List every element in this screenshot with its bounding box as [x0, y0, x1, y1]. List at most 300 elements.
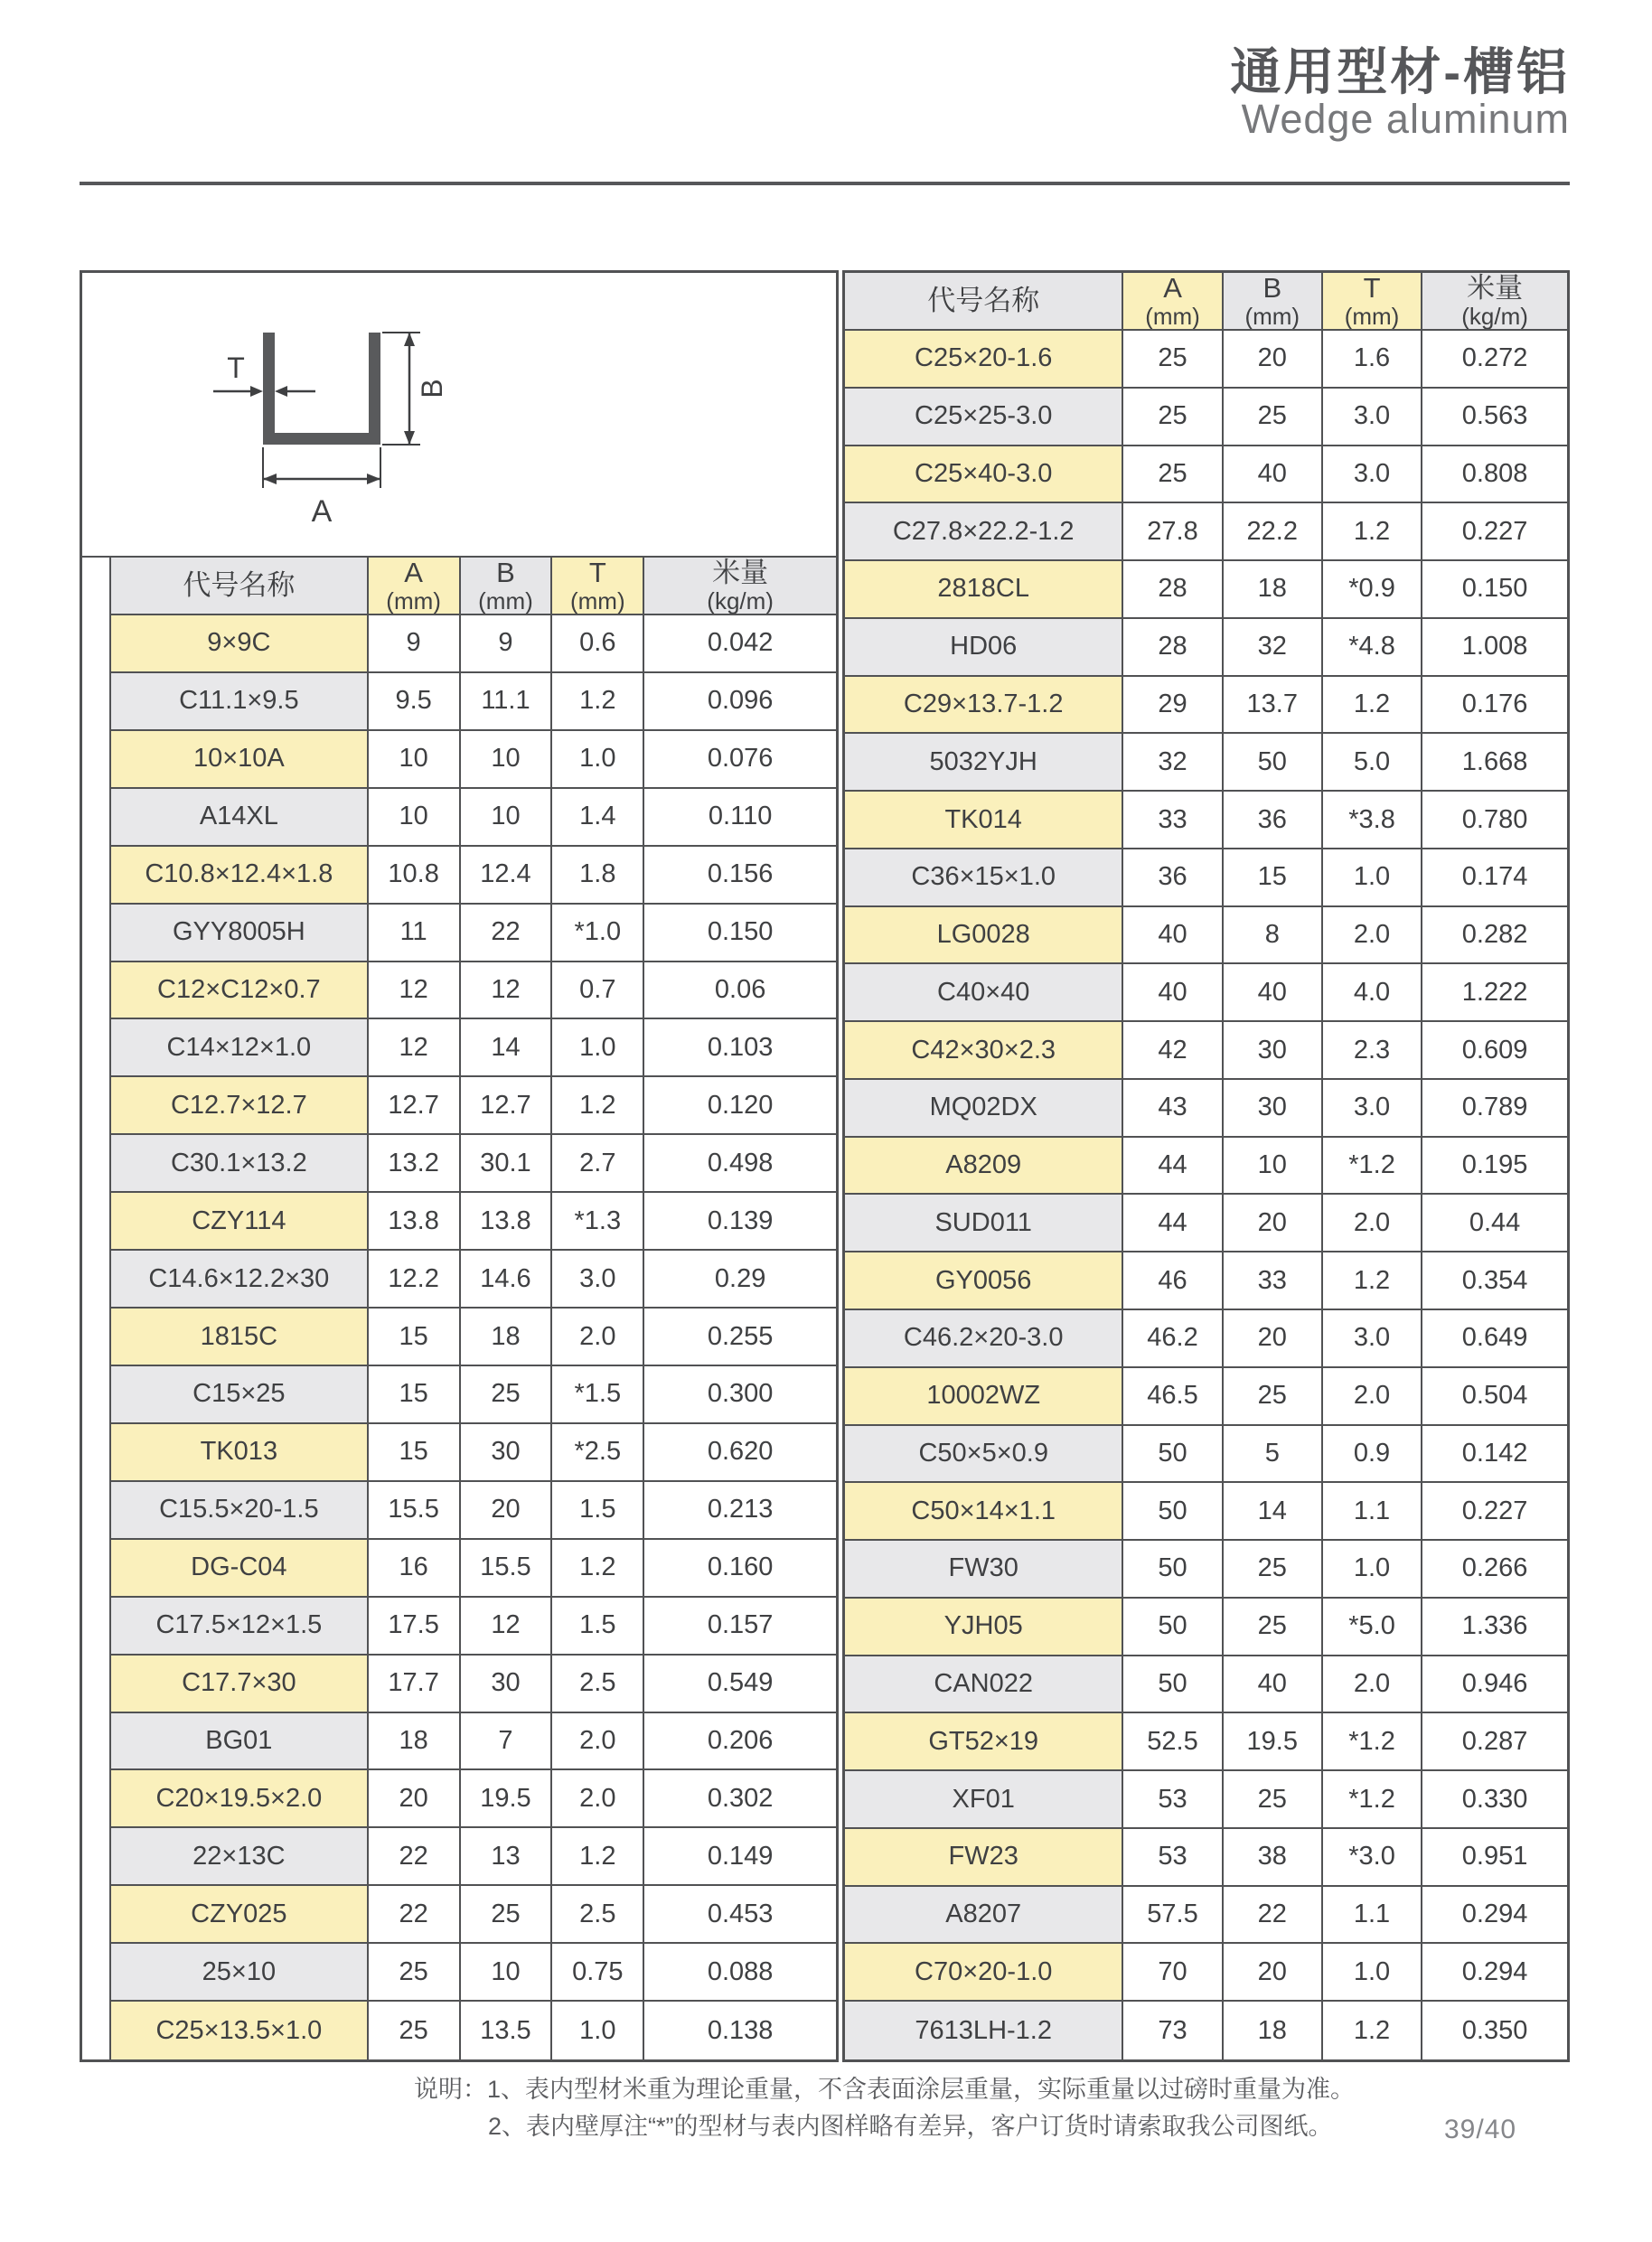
- t-value-cell: 2.7: [552, 1135, 644, 1193]
- b-value-cell: 18: [1224, 2002, 1323, 2059]
- col-header-t-unit: (mm): [569, 586, 625, 614]
- t-value-cell: 1.2: [1323, 2002, 1422, 2059]
- table-row: [845, 1252, 1567, 1310]
- a-value-cell: 52.5: [1123, 1713, 1223, 1771]
- t-value-cell: *2.5: [552, 1424, 644, 1482]
- t-value-cell: *4.8: [1323, 619, 1422, 677]
- profile-code-cell: C29×13.7-1.2: [845, 677, 1123, 735]
- profile-code-cell: C10.8×12.4×1.8: [111, 847, 369, 905]
- a-value-cell: 10: [369, 789, 461, 847]
- a-value-cell: 15.5: [369, 1482, 461, 1540]
- t-value-cell: *1.5: [552, 1366, 644, 1424]
- footnotes: [414, 2071, 1355, 2145]
- a-value-cell: 22: [369, 1828, 461, 1886]
- weight-value-cell: 0.160: [644, 1540, 836, 1598]
- weight-value-cell: 0.563: [1422, 389, 1567, 446]
- t-value-cell: *5.0: [1323, 1599, 1422, 1656]
- weight-value-cell: 0.206: [644, 1713, 836, 1771]
- b-value-cell: 20: [1224, 331, 1323, 389]
- b-value-cell: 12: [461, 962, 553, 1020]
- b-value-cell: 36: [1224, 792, 1323, 849]
- t-value-cell: 0.7: [552, 962, 644, 1020]
- footnote-1: 说明：1、表内型材米重为理论重量，不含表面涂层重量，实际重量以过磅时重量为准。: [414, 2076, 1356, 2103]
- profile-code-cell: C70×20-1.0: [845, 1944, 1123, 2002]
- a-value-cell: 29: [1123, 677, 1223, 735]
- b-value-cell: 10: [1224, 1138, 1323, 1196]
- table-row: [111, 789, 836, 847]
- a-value-cell: 33: [1123, 792, 1223, 849]
- table-row: [845, 734, 1567, 792]
- b-value-cell: 13.8: [461, 1193, 553, 1251]
- profile-code-cell: HD06: [845, 619, 1123, 677]
- table-row: [845, 503, 1567, 561]
- b-value-cell: 30: [1224, 1022, 1323, 1080]
- weight-value-cell: 0.157: [644, 1598, 836, 1656]
- b-value-cell: 18: [461, 1309, 553, 1366]
- a-value-cell: 27.8: [1123, 503, 1223, 561]
- a-value-cell: 28: [1123, 619, 1223, 677]
- b-value-cell: 12.7: [461, 1077, 553, 1135]
- col-header-a-label: A: [404, 558, 423, 589]
- t-value-cell: 1.0: [552, 731, 644, 789]
- col-header-b-label: B: [1262, 273, 1282, 305]
- b-value-cell: 30.1: [461, 1135, 553, 1193]
- col-header-t-label: T: [588, 558, 606, 589]
- col-header-a-label: A: [1163, 273, 1182, 305]
- a-arrow-right-icon: [367, 474, 380, 484]
- profile-code-cell: YJH05: [845, 1599, 1123, 1656]
- weight-value-cell: 0.282: [1422, 907, 1567, 965]
- b-value-cell: 18: [1224, 561, 1323, 619]
- t-value-cell: 1.0: [1323, 1541, 1422, 1599]
- t-value-cell: 2.0: [1323, 1368, 1422, 1426]
- table-row: [845, 1829, 1567, 1887]
- b-value-cell: 30: [1224, 1080, 1323, 1138]
- weight-value-cell: 0.042: [644, 615, 836, 673]
- b-value-cell: 12.4: [461, 847, 553, 905]
- table-row: [111, 615, 836, 673]
- profile-code-cell: DG-C04: [111, 1540, 369, 1598]
- b-value-cell: 12: [461, 1598, 553, 1656]
- profile-code-cell: XF01: [845, 1771, 1123, 1829]
- a-arrow-left-icon: [263, 474, 277, 484]
- profile-code-cell: 22×13C: [111, 1828, 369, 1886]
- t-arrow-right-icon: [250, 386, 263, 397]
- a-value-cell: 18: [369, 1713, 461, 1771]
- weight-value-cell: 0.609: [1422, 1022, 1567, 1080]
- table-row: [845, 619, 1567, 677]
- weight-value-cell: 1.668: [1422, 734, 1567, 792]
- b-value-cell: 40: [1224, 1656, 1323, 1714]
- left-table-header: [111, 558, 836, 615]
- b-value-cell: 32: [1224, 619, 1323, 677]
- right-profile-table: [845, 273, 1567, 2059]
- profile-code-cell: GYY8005H: [111, 905, 369, 962]
- profile-code-cell: C25×25-3.0: [845, 389, 1123, 446]
- b-value-cell: 10: [461, 1944, 553, 2002]
- a-value-cell: 25: [1123, 446, 1223, 504]
- t-value-cell: 0.9: [1323, 1426, 1422, 1484]
- profile-code-cell: CAN022: [845, 1656, 1123, 1714]
- b-value-cell: 7: [461, 1713, 553, 1771]
- b-value-cell: 14: [461, 1019, 553, 1077]
- a-value-cell: 12.2: [369, 1251, 461, 1309]
- table-row: [111, 673, 836, 731]
- col-header-name-label: 代号名称: [183, 569, 296, 602]
- b-value-cell: 25: [1224, 1368, 1323, 1426]
- weight-value-cell: 0.620: [644, 1424, 836, 1482]
- weight-value-cell: 0.06: [644, 962, 836, 1020]
- t-value-cell: 1.1: [1323, 1483, 1422, 1541]
- profile-code-cell: C36×15×1.0: [845, 849, 1123, 907]
- b-value-cell: 10: [461, 731, 553, 789]
- b-value-cell: 25: [1224, 1771, 1323, 1829]
- col-header-b-unit: (mm): [478, 586, 533, 614]
- t-value-cell: 2.3: [1323, 1022, 1422, 1080]
- col-header-t: [552, 558, 644, 615]
- b-value-cell: 22: [1224, 1887, 1323, 1945]
- table-row: [845, 1483, 1567, 1541]
- table-row: [111, 1770, 836, 1828]
- table-row: [111, 1713, 836, 1771]
- a-value-cell: 10.8: [369, 847, 461, 905]
- a-value-cell: 57.5: [1123, 1887, 1223, 1945]
- a-value-cell: 17.7: [369, 1656, 461, 1713]
- col-header-weight-unit: (kg/m): [1461, 302, 1528, 330]
- table-row: [845, 1022, 1567, 1080]
- t-value-cell: 1.2: [1323, 677, 1422, 735]
- b-arrow-down-icon: [404, 431, 415, 445]
- weight-value-cell: 0.266: [1422, 1541, 1567, 1599]
- weight-value-cell: 0.138: [644, 2002, 836, 2059]
- table-row: [111, 1656, 836, 1713]
- t-value-cell: 3.0: [1323, 1080, 1422, 1138]
- table-row: [845, 1195, 1567, 1252]
- a-value-cell: 70: [1123, 1944, 1223, 2002]
- weight-value-cell: 0.504: [1422, 1368, 1567, 1426]
- table-row: [845, 1887, 1567, 1945]
- b-value-cell: 8: [1224, 907, 1323, 965]
- page-number: 39/40: [1444, 2115, 1517, 2144]
- table-row: [111, 962, 836, 1020]
- t-value-cell: 1.5: [552, 1598, 644, 1656]
- b-value-cell: 20: [1224, 1195, 1323, 1252]
- profile-code-cell: C46.2×20-3.0: [845, 1310, 1123, 1368]
- t-value-cell: 2.0: [552, 1309, 644, 1366]
- a-value-cell: 36: [1123, 849, 1223, 907]
- a-value-cell: 53: [1123, 1771, 1223, 1829]
- table-row: [845, 1771, 1567, 1829]
- b-value-cell: 22: [461, 905, 553, 962]
- weight-value-cell: 0.150: [1422, 561, 1567, 619]
- profile-code-cell: 7613LH-1.2: [845, 2002, 1123, 2059]
- t-value-cell: *1.0: [552, 905, 644, 962]
- table-row: [111, 1828, 836, 1886]
- profile-code-cell: 2818CL: [845, 561, 1123, 619]
- a-value-cell: 12: [369, 1019, 461, 1077]
- col-header-b-label: B: [496, 558, 515, 589]
- t-value-cell: 1.2: [1323, 503, 1422, 561]
- a-value-cell: 13.2: [369, 1135, 461, 1193]
- right-table-header: [845, 273, 1567, 331]
- profile-code-cell: BG01: [111, 1713, 369, 1771]
- table-row: [111, 1598, 836, 1656]
- t-value-cell: 2.0: [1323, 907, 1422, 965]
- a-value-cell: 16: [369, 1540, 461, 1598]
- weight-value-cell: 0.176: [1422, 677, 1567, 735]
- table-row: [845, 1310, 1567, 1368]
- t-value-cell: 1.4: [552, 789, 644, 847]
- t-value-cell: 2.5: [552, 1656, 644, 1713]
- page-title: 通用型材-槽铝: [1230, 43, 1570, 100]
- profile-code-cell: C27.8×22.2-1.2: [845, 503, 1123, 561]
- a-value-cell: 17.5: [369, 1598, 461, 1656]
- footnote-2: 2、表内壁厚注“*”的型材与表内图样略有差异，客户订货时请索取我公司图纸。: [488, 2113, 1333, 2140]
- table-row: [111, 1482, 836, 1540]
- table-row: [845, 1656, 1567, 1714]
- table-row: [111, 1366, 836, 1424]
- weight-value-cell: 0.29: [644, 1251, 836, 1309]
- t-value-cell: 2.0: [1323, 1656, 1422, 1714]
- table-row: [111, 905, 836, 962]
- t-value-cell: 1.2: [552, 1077, 644, 1135]
- t-value-cell: 2.5: [552, 1886, 644, 1944]
- profile-code-cell: C25×40-3.0: [845, 446, 1123, 504]
- b-value-cell: 19.5: [1224, 1713, 1323, 1771]
- col-header-b: [461, 558, 553, 615]
- weight-value-cell: 0.142: [1422, 1426, 1567, 1484]
- profile-code-cell: CZY025: [111, 1886, 369, 1944]
- profile-code-cell: 10×10A: [111, 731, 369, 789]
- profile-code-cell: C12×C12×0.7: [111, 962, 369, 1020]
- weight-value-cell: 1.336: [1422, 1599, 1567, 1656]
- a-value-cell: 50: [1123, 1541, 1223, 1599]
- t-value-cell: *1.2: [1323, 1138, 1422, 1196]
- profile-code-cell: C17.7×30: [111, 1656, 369, 1713]
- b-value-cell: 14.6: [461, 1251, 553, 1309]
- weight-value-cell: 0.174: [1422, 849, 1567, 907]
- b-value-cell: 22.2: [1224, 503, 1323, 561]
- weight-value-cell: 1.222: [1422, 964, 1567, 1022]
- b-value-cell: 5: [1224, 1426, 1323, 1484]
- a-value-cell: 50: [1123, 1656, 1223, 1714]
- table-row: [111, 1886, 836, 1944]
- weight-value-cell: 0.287: [1422, 1713, 1567, 1771]
- weight-value-cell: 0.088: [644, 1944, 836, 2002]
- col-header-a: [1123, 273, 1223, 331]
- profile-code-cell: SUD011: [845, 1195, 1123, 1252]
- b-value-cell: 40: [1224, 446, 1323, 504]
- weight-value-cell: 0.272: [1422, 331, 1567, 389]
- table-row: [845, 331, 1567, 389]
- table-row: [845, 1368, 1567, 1426]
- table-row: [845, 1080, 1567, 1138]
- a-value-cell: 10: [369, 731, 461, 789]
- profile-code-cell: A8209: [845, 1138, 1123, 1196]
- t-value-cell: 1.0: [1323, 1944, 1422, 2002]
- t-value-cell: 1.0: [552, 1019, 644, 1077]
- col-header-b-unit: (mm): [1244, 302, 1300, 330]
- weight-value-cell: 0.227: [1422, 1483, 1567, 1541]
- profile-code-cell: C40×40: [845, 964, 1123, 1022]
- b-value-cell: 25: [1224, 1599, 1323, 1656]
- profile-code-cell: C50×5×0.9: [845, 1426, 1123, 1484]
- b-value-cell: 40: [1224, 964, 1323, 1022]
- left-panel: [80, 270, 839, 2062]
- weight-value-cell: 0.44: [1422, 1195, 1567, 1252]
- table-row: [111, 731, 836, 789]
- weight-value-cell: 0.103: [644, 1019, 836, 1077]
- weight-value-cell: 0.302: [644, 1770, 836, 1828]
- t-value-cell: 1.2: [552, 1828, 644, 1886]
- weight-value-cell: 0.330: [1422, 1771, 1567, 1829]
- a-value-cell: 9.5: [369, 673, 461, 731]
- t-value-cell: 5.0: [1323, 734, 1422, 792]
- profile-code-cell: C25×13.5×1.0: [111, 2002, 369, 2059]
- a-value-cell: 42: [1123, 1022, 1223, 1080]
- weight-value-cell: 0.156: [644, 847, 836, 905]
- t-value-cell: 1.0: [1323, 849, 1422, 907]
- profile-code-cell: A14XL: [111, 789, 369, 847]
- weight-value-cell: 1.008: [1422, 619, 1567, 677]
- table-row: [845, 1713, 1567, 1771]
- a-value-cell: 12.7: [369, 1077, 461, 1135]
- col-header-weight-label: 米量: [1467, 273, 1524, 305]
- t-value-cell: 2.0: [552, 1713, 644, 1771]
- a-value-cell: 28: [1123, 561, 1223, 619]
- b-value-cell: 13: [461, 1828, 553, 1886]
- a-value-cell: 11: [369, 905, 461, 962]
- weight-value-cell: 0.549: [644, 1656, 836, 1713]
- profile-code-cell: C25×20-1.6: [845, 331, 1123, 389]
- a-value-cell: 53: [1123, 1829, 1223, 1887]
- b-value-cell: 25: [461, 1366, 553, 1424]
- profile-code-cell: FW30: [845, 1541, 1123, 1599]
- col-header-name: [111, 558, 369, 615]
- b-value-cell: 11.1: [461, 673, 553, 731]
- col-header-t-unit: (mm): [1344, 302, 1400, 330]
- profile-code-cell: 10002WZ: [845, 1368, 1123, 1426]
- profile-code-cell: C11.1×9.5: [111, 673, 369, 731]
- page-subtitle: Wedge aluminum: [1241, 96, 1570, 142]
- weight-value-cell: 0.946: [1422, 1656, 1567, 1714]
- a-dim-label: A: [311, 494, 333, 529]
- weight-value-cell: 0.350: [1422, 2002, 1567, 2059]
- weight-value-cell: 0.213: [644, 1482, 836, 1540]
- col-header-a-unit: (mm): [1145, 302, 1200, 330]
- col-header-name-label: 代号名称: [927, 285, 1040, 317]
- weight-value-cell: 0.789: [1422, 1080, 1567, 1138]
- table-row: [845, 446, 1567, 504]
- table-row: [845, 1426, 1567, 1484]
- table-row: [845, 677, 1567, 735]
- b-value-cell: 25: [1224, 389, 1323, 446]
- weight-value-cell: 0.294: [1422, 1887, 1567, 1945]
- weight-value-cell: 0.255: [644, 1309, 836, 1366]
- a-value-cell: 46: [1123, 1252, 1223, 1310]
- table-row: [845, 1138, 1567, 1196]
- b-value-cell: 13.5: [461, 2002, 553, 2059]
- t-value-cell: 2.0: [552, 1770, 644, 1828]
- a-value-cell: 12: [369, 962, 461, 1020]
- profile-code-cell: MQ02DX: [845, 1080, 1123, 1138]
- weight-value-cell: 0.195: [1422, 1138, 1567, 1196]
- left-profile-table: [109, 558, 836, 2059]
- profile-code-cell: 25×10: [111, 1944, 369, 2002]
- t-value-cell: 0.75: [552, 1944, 644, 2002]
- a-value-cell: 22: [369, 1886, 461, 1944]
- weight-value-cell: 0.110: [644, 789, 836, 847]
- b-value-cell: 13.7: [1224, 677, 1323, 735]
- b-value-cell: 50: [1224, 734, 1323, 792]
- table-row: [845, 964, 1567, 1022]
- col-header-b: [1224, 273, 1323, 331]
- b-value-cell: 33: [1224, 1252, 1323, 1310]
- t-value-cell: 1.5: [552, 1482, 644, 1540]
- profile-code-cell: GY0056: [845, 1252, 1123, 1310]
- t-value-cell: 1.1: [1323, 1887, 1422, 1945]
- t-value-cell: 3.0: [1323, 1310, 1422, 1368]
- a-value-cell: 13.8: [369, 1193, 461, 1251]
- right-panel: [842, 270, 1570, 2062]
- col-header-a: [369, 558, 461, 615]
- profile-code-cell: FW23: [845, 1829, 1123, 1887]
- a-value-cell: 50: [1123, 1599, 1223, 1656]
- table-row: [111, 1424, 836, 1482]
- a-value-cell: 25: [369, 1944, 461, 2002]
- table-row: [845, 1599, 1567, 1656]
- right-table-body: [845, 331, 1567, 2059]
- a-value-cell: 40: [1123, 907, 1223, 965]
- weight-value-cell: 0.294: [1422, 1944, 1567, 2002]
- t-value-cell: 1.2: [1323, 1252, 1422, 1310]
- table-row: [111, 1251, 836, 1309]
- profile-code-cell: C14×12×1.0: [111, 1019, 369, 1077]
- t-value-cell: 4.0: [1323, 964, 1422, 1022]
- a-value-cell: 46.5: [1123, 1368, 1223, 1426]
- table-row: [845, 849, 1567, 907]
- a-value-cell: 32: [1123, 734, 1223, 792]
- profile-code-cell: C42×30×2.3: [845, 1022, 1123, 1080]
- t-value-cell: 1.6: [1323, 331, 1422, 389]
- a-value-cell: 25: [369, 2002, 461, 2059]
- b-value-cell: 20: [461, 1482, 553, 1540]
- profile-code-cell: A8207: [845, 1887, 1123, 1945]
- col-header-weight-unit: (kg/m): [707, 586, 774, 614]
- profile-code-cell: GT52×19: [845, 1713, 1123, 1771]
- t-value-cell: 3.0: [1323, 389, 1422, 446]
- a-value-cell: 15: [369, 1366, 461, 1424]
- t-value-cell: 1.2: [552, 673, 644, 731]
- profile-code-cell: C17.5×12×1.5: [111, 1598, 369, 1656]
- table-row: [111, 847, 836, 905]
- t-value-cell: *3.8: [1323, 792, 1422, 849]
- profile-code-cell: 1815C: [111, 1309, 369, 1366]
- left-table-body: [111, 615, 836, 2059]
- t-value-cell: 2.0: [1323, 1195, 1422, 1252]
- col-header-weight-label: 米量: [712, 558, 769, 589]
- header-rule: [80, 182, 1570, 185]
- t-value-cell: 3.0: [1323, 446, 1422, 504]
- spec-table-frame: [80, 270, 1570, 2062]
- a-value-cell: 20: [369, 1770, 461, 1828]
- table-row: [111, 1077, 836, 1135]
- profile-code-cell: TK013: [111, 1424, 369, 1482]
- table-row: [111, 1540, 836, 1598]
- profile-code-cell: C12.7×12.7: [111, 1077, 369, 1135]
- table-row: [111, 1135, 836, 1193]
- b-value-cell: 9: [461, 615, 553, 673]
